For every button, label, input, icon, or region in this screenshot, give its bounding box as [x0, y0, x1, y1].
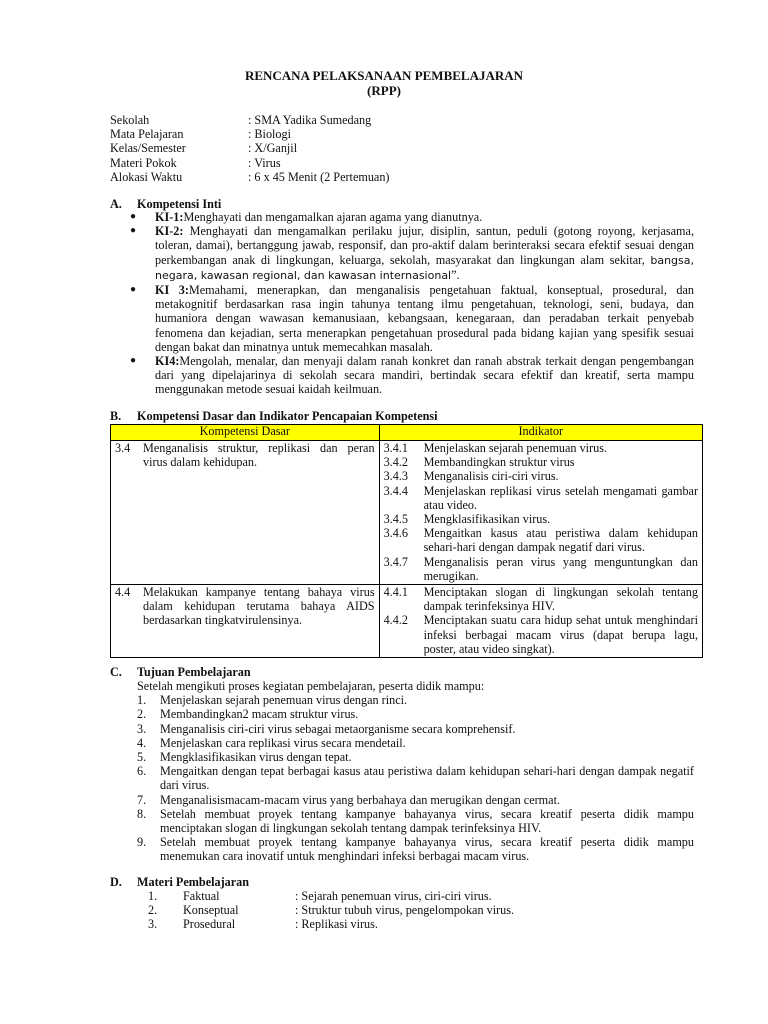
indicator-number: 3.4.7: [383, 554, 408, 569]
bullet-icon: ●: [130, 211, 137, 222]
materi-label: Faktual: [183, 889, 220, 903]
indicator-number: 4.4.2: [383, 613, 408, 628]
ki-item: [130, 210, 694, 224]
bullet-icon: ●: [130, 225, 137, 237]
list-number: 8.: [137, 806, 147, 821]
list-item: [137, 736, 694, 750]
list-item: [137, 693, 694, 707]
kd-text: Melakukan kampanye tentang bahaya virus dalam kehidupan terutama bahaya AIDS berdasarkan tingkatvirulensinya.: [143, 585, 375, 628]
ki-text: Mengolah, menalar, dan menyaji dalam ranah konkret dan ranah abstrak terkait dengan pengembangan dari yang dipelajarinya di sekolah secara mandiri, bertindak secara efektif dan kreatif, serta mampu menggunakan metode sesuai kaidah keilmuan.: [155, 354, 694, 397]
section-letter: D.: [110, 875, 122, 889]
list-number: 2.: [137, 707, 147, 722]
list-item: [137, 722, 694, 736]
ki-text-tail: ”.: [451, 267, 460, 282]
list-text: Menjelaskan cara replikasi virus secara mendetail.: [160, 735, 406, 750]
list-number: 6.: [137, 764, 147, 779]
indicator-text: Mengklasifikasikan virus.: [423, 512, 551, 527]
section-b-heading: [110, 409, 438, 423]
list-number: 1.: [148, 889, 158, 903]
bullet-icon: ●: [130, 284, 137, 296]
ki-label: KI-2:: [155, 224, 184, 239]
kd-number: 3.4: [115, 441, 131, 455]
indicator-text: Membandingkan struktur virus: [423, 455, 575, 470]
list-text: Mengklasifikasikan virus dengan tepat.: [160, 750, 352, 765]
kd-cell: [111, 441, 380, 585]
materi-label: Prosedural: [183, 917, 236, 932]
materi-value: : Sejarah penemuan virus, ciri-ciri virus.: [295, 889, 492, 903]
list-number: 4.: [137, 735, 147, 750]
identity-label: Sekolah: [110, 113, 150, 127]
list-number: 3.: [148, 917, 158, 932]
materi-list: [148, 889, 514, 932]
identity-label: Alokasi Waktu: [110, 169, 183, 184]
ki-label: KI4:: [155, 354, 180, 369]
indicator-text: Menjelaskan sejarah penemuan virus.: [423, 441, 607, 455]
indicator-cell: [379, 441, 702, 585]
indicator-item: [384, 613, 698, 656]
identity-value: : Biologi: [248, 127, 292, 142]
ki-item: [130, 283, 694, 354]
table-row: [111, 585, 703, 658]
column-header-kd: Kompetensi Dasar: [111, 425, 380, 441]
ki-text: Memahami, menerapkan, dan menganalisis pengetahuan faktual, konseptual, prosedural, dan metakognitif berdasarkan rasa ingin tahunya tentang ilmu pengetahuan, teknologi, seni, budaya, dan humaniora dengan wawasan kemanusiaan, kebangsaan, kenegaraan, dan peradaban terkait penyebab fenomena dan kejadian, serta menerapkan pengetahuan prosedural pada bidang kajian yang spesifik sesuai dengan bakat dan minatnya untuk memecahkan masalah.: [155, 283, 694, 354]
indicator-item: [384, 455, 698, 469]
list-item: [137, 750, 694, 764]
indicator-text: Menciptakan slogan di lingkungan sekolah tentang dampak terinfeksinya HIV.: [423, 585, 698, 614]
identity-block: [110, 113, 389, 184]
indicator-cell: [379, 585, 702, 658]
tujuan-intro: Setelah mengikuti proses kegiatan pembelajaran, peserta didik mampu:: [137, 679, 485, 693]
indicator-number: 3.4.6: [383, 526, 408, 541]
indicator-number: 3.4.2: [383, 455, 408, 470]
list-number: 3.: [137, 721, 147, 736]
list-text: Setelah membuat proyek tentang kampanye bahayanya virus, secara kreatif peserta didik mampu menemukan cara inovatif untuk menghindari infeksi berbagai macam virus.: [160, 835, 694, 864]
indicator-number: 4.4.1: [383, 585, 408, 600]
indicator-text: Mengaitkan kasus atau peristiwa dalam kehidupan sehari-hari dengan dampak negatif dari virus.: [423, 526, 698, 555]
bullet-icon: ●: [130, 355, 137, 367]
indicator-item: [384, 555, 698, 583]
identity-label: Materi Pokok: [110, 155, 177, 170]
indicator-text: Menciptakan suatu cara hidup sehat untuk menghindari infeksi berbagai macam virus (dapat berupa lagu, poster, atau video singkat).: [423, 613, 698, 656]
list-text: Menganalisismacam-macam virus yang berbahaya dan merugikan dengan cermat.: [160, 792, 560, 807]
list-item: [137, 835, 694, 863]
section-title: Materi Pembelajaran: [137, 875, 250, 889]
ki-text: Menghayati dan mengamalkan perilaku jujur, disiplin, santun, peduli (gotong royong, kerjasama, toleran, damai), bertanggung jawab, responsif, dan pro-aktif dalam berinteraksi secara efektif sesuai dengan perkembangan anak di lingkungan, keluarga, sekolah, masyarakat dan lingkungan alam sekitar,: [155, 224, 694, 267]
ki-item: [130, 354, 694, 397]
list-item: [148, 903, 514, 917]
list-number: 9.: [137, 835, 147, 850]
indicator-number: 3.4.5: [383, 512, 408, 527]
list-number: 5.: [137, 750, 147, 765]
table-row: [111, 441, 703, 585]
kd-text: Menganalisis struktur, replikasi dan peran virus dalam kehidupan.: [143, 441, 375, 470]
list-number: 2.: [148, 903, 158, 918]
list-item: [148, 917, 514, 931]
materi-label: Konseptual: [183, 903, 239, 918]
identity-row: [110, 127, 389, 141]
list-text: Membandingkan2 macam struktur virus.: [160, 707, 359, 722]
section-d-heading: [110, 875, 249, 889]
ki-label: KI-1:: [155, 210, 184, 224]
identity-row: [110, 170, 389, 184]
list-item: [137, 793, 694, 807]
list-number: 7.: [137, 792, 147, 807]
indicator-number: 3.4.3: [383, 469, 408, 484]
identity-row: [110, 113, 389, 127]
indicator-item: [384, 512, 698, 526]
list-item: [148, 889, 514, 903]
document-subtitle: (RPP): [367, 83, 401, 98]
kd-indicator-table: [110, 424, 703, 658]
section-title: Kompetensi Inti: [137, 197, 222, 211]
list-text: Mengaitkan dengan tepat berbagai kasus atau peristiwa dalam kehidupan sehari-hari dengan dampak negatif dari virus.: [160, 764, 694, 793]
list-item: [137, 707, 694, 721]
indicator-item: [384, 484, 698, 512]
list-number: 1.: [137, 693, 147, 708]
indicator-item: [384, 469, 698, 483]
tujuan-list: [137, 679, 694, 864]
list-item: [137, 807, 694, 835]
indicator-number: 3.4.1: [383, 441, 408, 455]
section-title: Tujuan Pembelajaran: [137, 665, 251, 679]
section-letter: A.: [110, 197, 122, 211]
section-c-heading: [110, 665, 251, 679]
kompetensi-inti-list: [130, 210, 694, 397]
document-title: RENCANA PELAKSANAAN PEMBELAJARAN: [244, 68, 524, 83]
indicator-text: Menganalisis ciri-ciri virus.: [423, 469, 559, 484]
kd-number: 4.4: [115, 585, 131, 600]
indicator-item: [384, 526, 698, 554]
ki-item: [130, 224, 694, 283]
section-letter: B.: [110, 409, 122, 423]
list-text: Menganalisis ciri-ciri virus sebagai metaorganisme secara komprehensif.: [160, 721, 516, 736]
list-text: Menjelaskan sejarah penemuan virus dengan rinci.: [160, 693, 408, 708]
indicator-item: [384, 585, 698, 613]
materi-value: : Replikasi virus.: [295, 917, 378, 932]
section-title: Kompetensi Dasar dan Indikator Pencapaian Kompetensi: [137, 409, 438, 423]
list-text: Setelah membuat proyek tentang kampanye bahayanya virus, secara kreatif peserta didik mampu menciptakan slogan di lingkungan sekolah tentang dampak terinfeksinya HIV.: [160, 806, 694, 836]
identity-label: Mata Pelajaran: [110, 127, 184, 142]
ki-label: KI 3:: [155, 283, 189, 298]
identity-row: [110, 141, 389, 155]
kd-cell: [111, 585, 380, 658]
indicator-item: [384, 441, 698, 455]
column-header-indikator: Indikator: [379, 425, 702, 441]
identity-value: : Virus: [248, 155, 281, 170]
identity-label: Kelas/Semester: [110, 141, 186, 156]
identity-value: : 6 x 45 Menit (2 Pertemuan): [248, 169, 390, 184]
materi-value: : Struktur tubuh virus, pengelompokan virus.: [295, 903, 515, 918]
indicator-text: Menjelaskan replikasi virus setelah mengamati gambar atau video.: [423, 483, 698, 512]
list-item: [137, 764, 694, 792]
identity-row: [110, 156, 389, 170]
ki-text: Menghayati dan mengamalkan ajaran agama yang dianutnya.: [183, 210, 483, 224]
identity-value: : SMA Yadika Sumedang: [248, 113, 372, 127]
ki-text-extra: bangsa, negara, kawasan regional, dan kawasan internasional: [155, 253, 694, 282]
identity-value: : X/Ganjil: [248, 141, 298, 156]
indicator-text: Menganalisis peran virus yang menguntungkan dan merugikan.: [423, 554, 698, 583]
indicator-number: 3.4.4: [383, 483, 408, 498]
section-letter: C.: [110, 665, 122, 679]
